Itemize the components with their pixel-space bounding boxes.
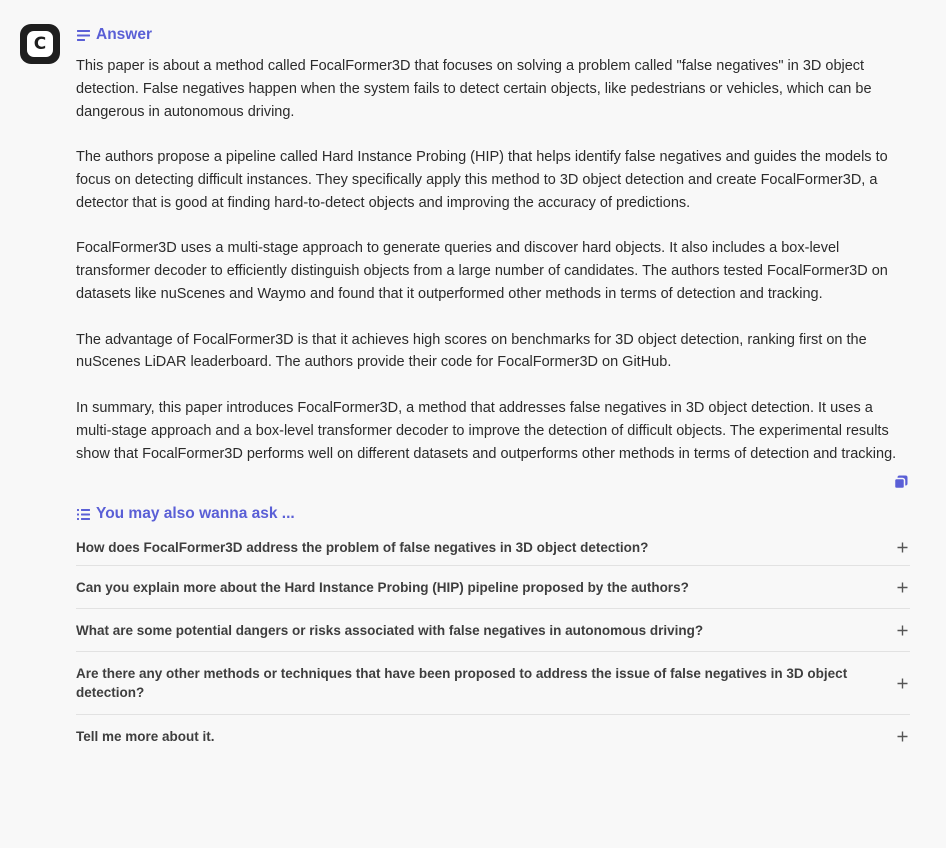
related-question-text: Are there any other methods or techniques that have been proposed to address the issue of false negatives in 3D object detection?	[76, 665, 848, 701]
assistant-avatar	[20, 24, 60, 64]
answer-heading	[76, 24, 910, 46]
related-question-item[interactable]	[76, 652, 910, 715]
related-heading	[76, 503, 910, 525]
answer-actions	[76, 473, 910, 491]
related-question-text: Tell me more about it.	[76, 729, 215, 745]
text-lines-icon	[76, 29, 91, 42]
answer-text	[76, 55, 910, 465]
answer-panel	[76, 24, 910, 758]
related-list	[76, 529, 910, 758]
answer-paragraph: The advantage of FocalFormer3D is that it achieves high scores on benchmarks for 3D object detection, ranking first on the nuScenes LiDAR leaderboard. The authors provide their code for FocalFormer3D on GitHub.	[76, 331, 867, 371]
related-question-item[interactable]	[76, 715, 910, 758]
plus-icon	[896, 624, 908, 636]
avatar-letter: C	[27, 31, 53, 57]
answer-paragraph: This paper is about a method called FocalFormer3D that focuses on solving a problem called "false negatives" in 3D object detection. False negatives happen when the system fails to detect certain objects, like pedestrians or vehicles, which can be dangerous in autonomous driving.	[76, 58, 872, 120]
copy-icon	[894, 475, 908, 489]
related-question-text: How does FocalFormer3D address the problem of false negatives in 3D object detection?	[76, 539, 649, 555]
answer-heading-label: Answer	[96, 26, 152, 43]
answer-paragraph: FocalFormer3D uses a multi-stage approach to generate queries and discover hard objects. It also includes a box-level transformer decoder to efficiently distinguish objects from a large number of candidates. The authors tested FocalFormer3D on datasets like nuScenes and Waymo and found that it outperformed other methods in terms of detection and tracking.	[76, 240, 888, 302]
related-questions	[76, 503, 910, 758]
plus-icon	[896, 677, 908, 689]
related-question-text: Can you explain more about the Hard Instance Probing (HIP) pipeline proposed by the authors?	[76, 579, 689, 595]
related-heading-label: You may also wanna ask ...	[96, 505, 295, 523]
related-question-item[interactable]	[76, 529, 910, 566]
list-icon	[76, 508, 91, 521]
plus-icon	[896, 541, 908, 553]
related-question-text: What are some potential dangers or risks associated with false negatives in autonomous driving?	[76, 622, 704, 638]
plus-icon	[896, 581, 908, 593]
answer-paragraph: The authors propose a pipeline called Hard Instance Probing (HIP) that helps identify false negatives and guides the models to focus on detecting difficult instances. They specifically apply this method to 3D object detection and create FocalFormer3D, a detector that is good at finding hard-to-detect objects and improving the accuracy of predictions.	[76, 149, 888, 211]
related-question-item[interactable]	[76, 609, 910, 652]
plus-icon	[896, 731, 908, 743]
answer-paragraph: In summary, this paper introduces FocalFormer3D, a method that addresses false negatives in 3D object detection. It uses a multi-stage approach and a box-level transformer decoder to improve the detection of difficult objects. The experimental results show that FocalFormer3D performs well on different datasets and outperforms other methods in terms of detection and tracking.	[76, 399, 897, 462]
related-question-item[interactable]	[76, 566, 910, 609]
copy-button[interactable]	[892, 473, 910, 491]
